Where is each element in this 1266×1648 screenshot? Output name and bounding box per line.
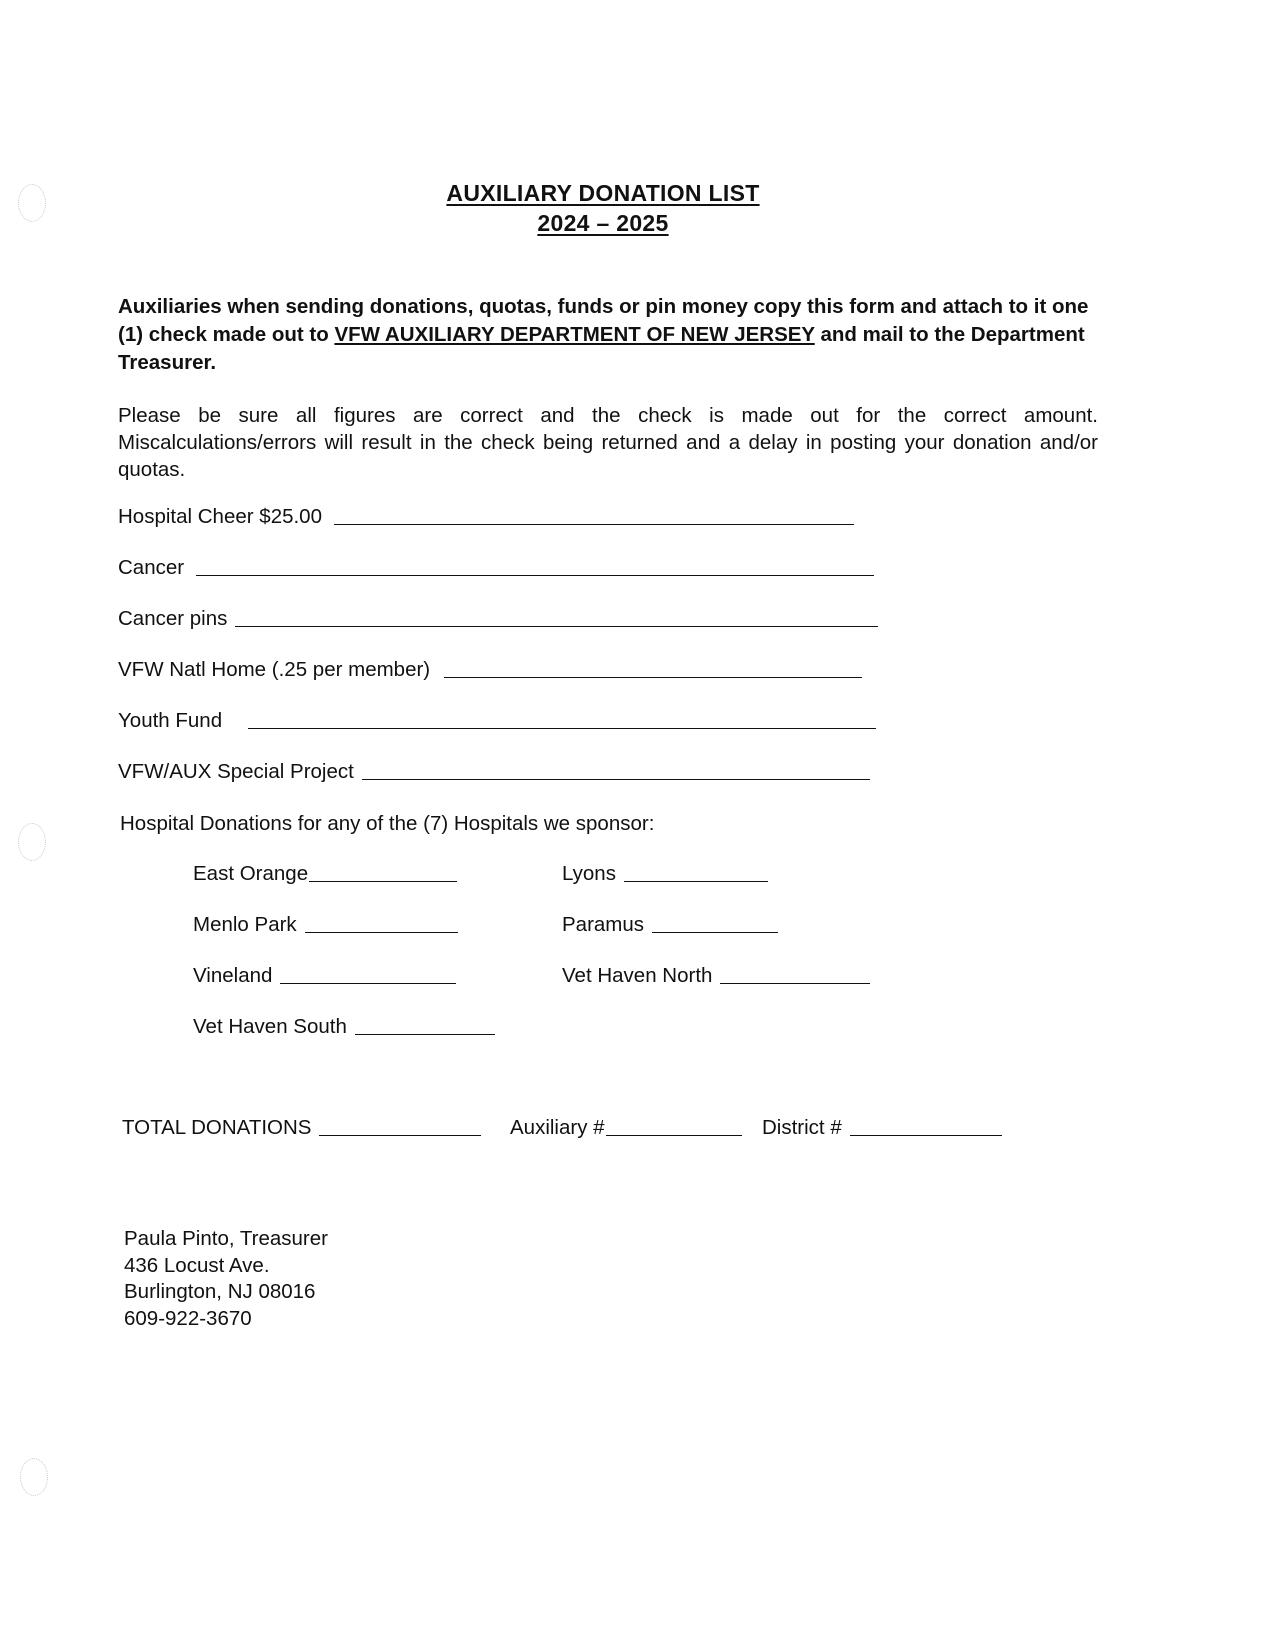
total-donations-blank[interactable] — [319, 1134, 481, 1136]
treasurer-city: Burlington, NJ 08016 — [124, 1280, 316, 1303]
east-orange-blank[interactable] — [309, 880, 457, 882]
field-vfw-natl-home — [118, 658, 862, 682]
district-number-blank[interactable] — [850, 1134, 1002, 1136]
field-label: Cancer pins — [118, 607, 228, 630]
auxiliary-number-field — [510, 1116, 742, 1140]
field-youth-fund — [118, 709, 876, 733]
hospital-label: Vineland — [193, 964, 273, 987]
vet-haven-south-blank[interactable] — [355, 1033, 495, 1035]
hospital-cheer-blank[interactable] — [334, 523, 854, 525]
vineland-blank[interactable] — [280, 982, 456, 984]
district-label: District # — [762, 1116, 842, 1139]
field-label: VFW Natl Home (.25 per member) — [118, 658, 431, 681]
auxiliary-label: Auxiliary # — [510, 1116, 605, 1139]
treasurer-address — [124, 1226, 328, 1332]
accuracy-note: Please be sure all figures are correct and the check is made out for the correct amount. Miscalculations/errors will result in the check being returned and a delay in posting your donation and/or quotas. — [118, 404, 1098, 481]
intro-text-1: Auxiliaries when sending donations, quotas, funds or pin money copy this form and attach to it one (1) check made out to — [118, 295, 1089, 346]
field-label: Cancer — [118, 556, 185, 579]
treasurer-street: 436 Locust Ave. — [124, 1253, 270, 1277]
total-donations-field — [122, 1116, 481, 1140]
hospital-label: Vet Haven South — [193, 1015, 347, 1038]
intro-text-2: and mail to the Department Treasurer. — [118, 323, 1085, 374]
cancer-blank[interactable] — [196, 574, 874, 576]
district-number-field — [762, 1116, 1002, 1140]
field-label: VFW/AUX Special Project — [118, 760, 354, 783]
field-label: Youth Fund — [118, 709, 223, 732]
vfw-natl-home-blank[interactable] — [444, 676, 862, 678]
hospital-label: Paramus — [562, 913, 645, 936]
hospital-label: East Orange — [193, 862, 309, 885]
hospital-label: Lyons — [562, 862, 616, 885]
paramus-blank[interactable] — [652, 931, 778, 933]
auxiliary-number-blank[interactable] — [606, 1134, 742, 1136]
scan-artifact-mark — [20, 1458, 48, 1496]
form-year: 2024 – 2025 — [537, 210, 669, 236]
hospital-vineland — [193, 964, 456, 988]
hospital-label: Menlo Park — [193, 913, 297, 936]
treasurer-name: Paula Pinto, Treasurer — [124, 1227, 328, 1250]
hospitals-heading: Hospital Donations for any of the (7) Hospitals we sponsor: — [120, 812, 655, 835]
intro-instructions — [118, 293, 1098, 377]
field-special-project — [118, 760, 870, 784]
special-project-blank[interactable] — [362, 778, 870, 780]
scan-artifact-mark — [18, 823, 46, 861]
hospital-east-orange — [193, 862, 457, 886]
hospital-menlo-park — [193, 913, 458, 937]
total-label: TOTAL DONATIONS — [122, 1116, 312, 1139]
menlo-park-blank[interactable] — [305, 931, 458, 933]
lyons-blank[interactable] — [624, 880, 768, 882]
field-cancer-pins — [118, 607, 878, 631]
hospital-vet-haven-south — [193, 1015, 495, 1039]
hospital-label: Vet Haven North — [562, 964, 713, 987]
hospital-lyons — [562, 862, 768, 886]
payee-name: VFW AUXILIARY DEPARTMENT OF NEW JERSEY — [334, 323, 815, 346]
field-cancer — [118, 556, 874, 580]
scan-artifact-mark — [18, 184, 46, 222]
treasurer-phone: 609-922-3670 — [124, 1306, 252, 1330]
hospital-vet-haven-north — [562, 964, 870, 988]
field-label: Hospital Cheer $25.00 — [118, 505, 322, 528]
vet-haven-north-blank[interactable] — [720, 982, 870, 984]
field-hospital-cheer — [118, 505, 854, 529]
form-title: AUXILIARY DONATION LIST — [446, 180, 760, 206]
youth-fund-blank[interactable] — [248, 727, 876, 729]
hospital-paramus — [562, 913, 778, 937]
cancer-pins-blank[interactable] — [235, 625, 878, 627]
